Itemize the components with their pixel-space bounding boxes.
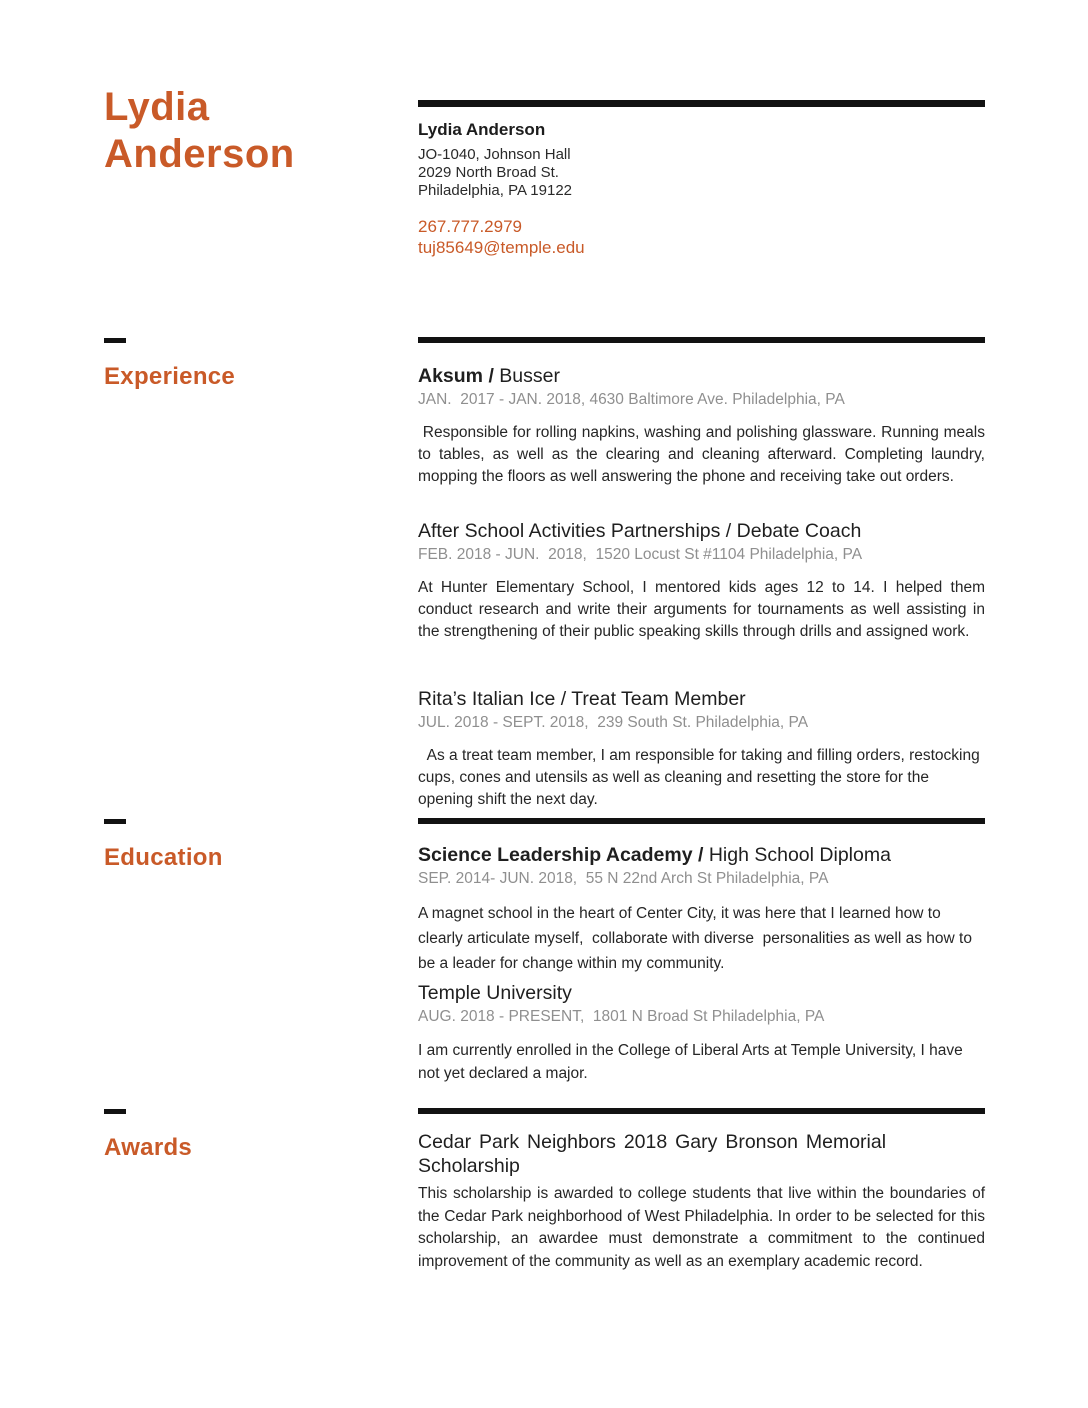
education-heading-column xyxy=(104,818,418,1085)
education-item xyxy=(418,843,985,976)
awards-heading: Awards xyxy=(104,1134,193,1161)
contact-email: tuj85649@temple.edu xyxy=(418,238,585,257)
contact-top-rule xyxy=(418,100,985,107)
experience-item xyxy=(418,687,985,811)
name-line-1: Lydia xyxy=(104,85,210,129)
item-date: JAN. 2017 - JAN. 2018, 4630 Baltimore Ave. Philadelphia, PA xyxy=(418,391,845,408)
section-awards xyxy=(104,1108,990,1273)
section-rule xyxy=(418,1108,985,1114)
section-education xyxy=(104,818,985,1085)
item-description: I am currently enrolled in the College of Liberal Arts at Temple University, I have not yet declared a major. xyxy=(418,1042,968,1082)
contact-block xyxy=(418,100,985,258)
item-title-strong: Aksum / xyxy=(418,365,494,387)
section-experience xyxy=(104,337,990,811)
section-heading-dash xyxy=(104,1109,126,1114)
item-date: JUL. 2018 - SEPT. 2018, 239 South St. Philadelphia, PA xyxy=(418,714,809,731)
contact-address-line: 2029 North Broad St. xyxy=(418,164,559,181)
experience-heading-column xyxy=(104,337,418,811)
item-description: At Hunter Elementary School, I mentored kids ages 12 to 14. I helped them conduct research and write their arguments for tournaments as well assisting in the strengthening of their public speaking skills through drills and assigned work. xyxy=(418,579,990,640)
item-title xyxy=(418,364,985,388)
item-description: A magnet school in the heart of Center City, it was here that I learned how to clearly articulate myself, collaborate with diverse personalities as well as how to be a leader for change within my community. xyxy=(418,905,977,972)
awards-heading-column xyxy=(104,1108,418,1273)
education-heading: Education xyxy=(104,844,223,871)
section-heading-dash xyxy=(104,819,126,824)
item-date: SEP. 2014- JUN. 2018, 55 N 22nd Arch St Philadelphia, PA xyxy=(418,870,829,887)
item-description: Responsible for rolling napkins, washing and polishing glassware. Running meals to tables, as well as the clearing and cleaning afterward. Completing laundry, mopping the floors as well answering the phone and receiving take out orders. xyxy=(418,424,990,485)
awards-content-column xyxy=(418,1108,990,1273)
contact-name: Lydia Anderson xyxy=(418,120,546,139)
item-date: FEB. 2018 - JUN. 2018, 1520 Locust St #1104 Philadelphia, PA xyxy=(418,546,863,563)
section-rule xyxy=(418,337,985,343)
section-heading-dash xyxy=(104,338,126,343)
contact-address-line: Philadelphia, PA 19122 xyxy=(418,182,573,199)
item-description: As a treat team member, I am responsible for taking and filling orders, restocking cups, cones and utensils as well as cleaning and resetting the store for the opening shift the next day. xyxy=(418,747,985,808)
item-title xyxy=(418,843,985,867)
item-title xyxy=(418,687,985,711)
contact-phone: 267.777.2979 xyxy=(418,217,522,236)
name-line-2: Anderson xyxy=(104,132,295,176)
item-title-rest: Temple University xyxy=(418,982,572,1004)
item-description: This scholarship is awarded to college students that live within the boundaries of the Cedar Park neighborhood of West Philadelphia. In order to be selected for this scholarship, an awardee must demonstrate a commitment to the continued improvement of the community as well as an exemplary academic record. xyxy=(418,1185,990,1270)
award-item xyxy=(418,1130,990,1273)
item-title-strong: Science Leadership Academy / xyxy=(418,844,704,866)
section-rule xyxy=(418,818,985,824)
item-title: Cedar Park Neighbors 2018 Gary Bronson Memorial Scholarship xyxy=(418,1131,894,1177)
contact-address-line: JO-1040, Johnson Hall xyxy=(418,146,571,163)
experience-content-column xyxy=(418,337,990,811)
experience-heading: Experience xyxy=(104,363,236,390)
experience-item xyxy=(418,519,990,643)
item-title-rest: High School Diploma xyxy=(703,844,891,866)
education-item xyxy=(418,981,985,1085)
item-title-rest: After School Activities Partnerships / Debate Coach xyxy=(418,520,862,542)
item-title-rest: Busser xyxy=(493,365,560,387)
experience-item xyxy=(418,364,990,488)
item-title xyxy=(418,981,985,1005)
item-title xyxy=(418,519,985,543)
education-content-column xyxy=(418,818,985,1085)
item-title-rest: Rita’s Italian Ice / Treat Team Member xyxy=(418,688,746,710)
page-title xyxy=(104,84,295,178)
item-date: AUG. 2018 - PRESENT, 1801 N Broad St Philadelphia, PA xyxy=(418,1008,825,1025)
